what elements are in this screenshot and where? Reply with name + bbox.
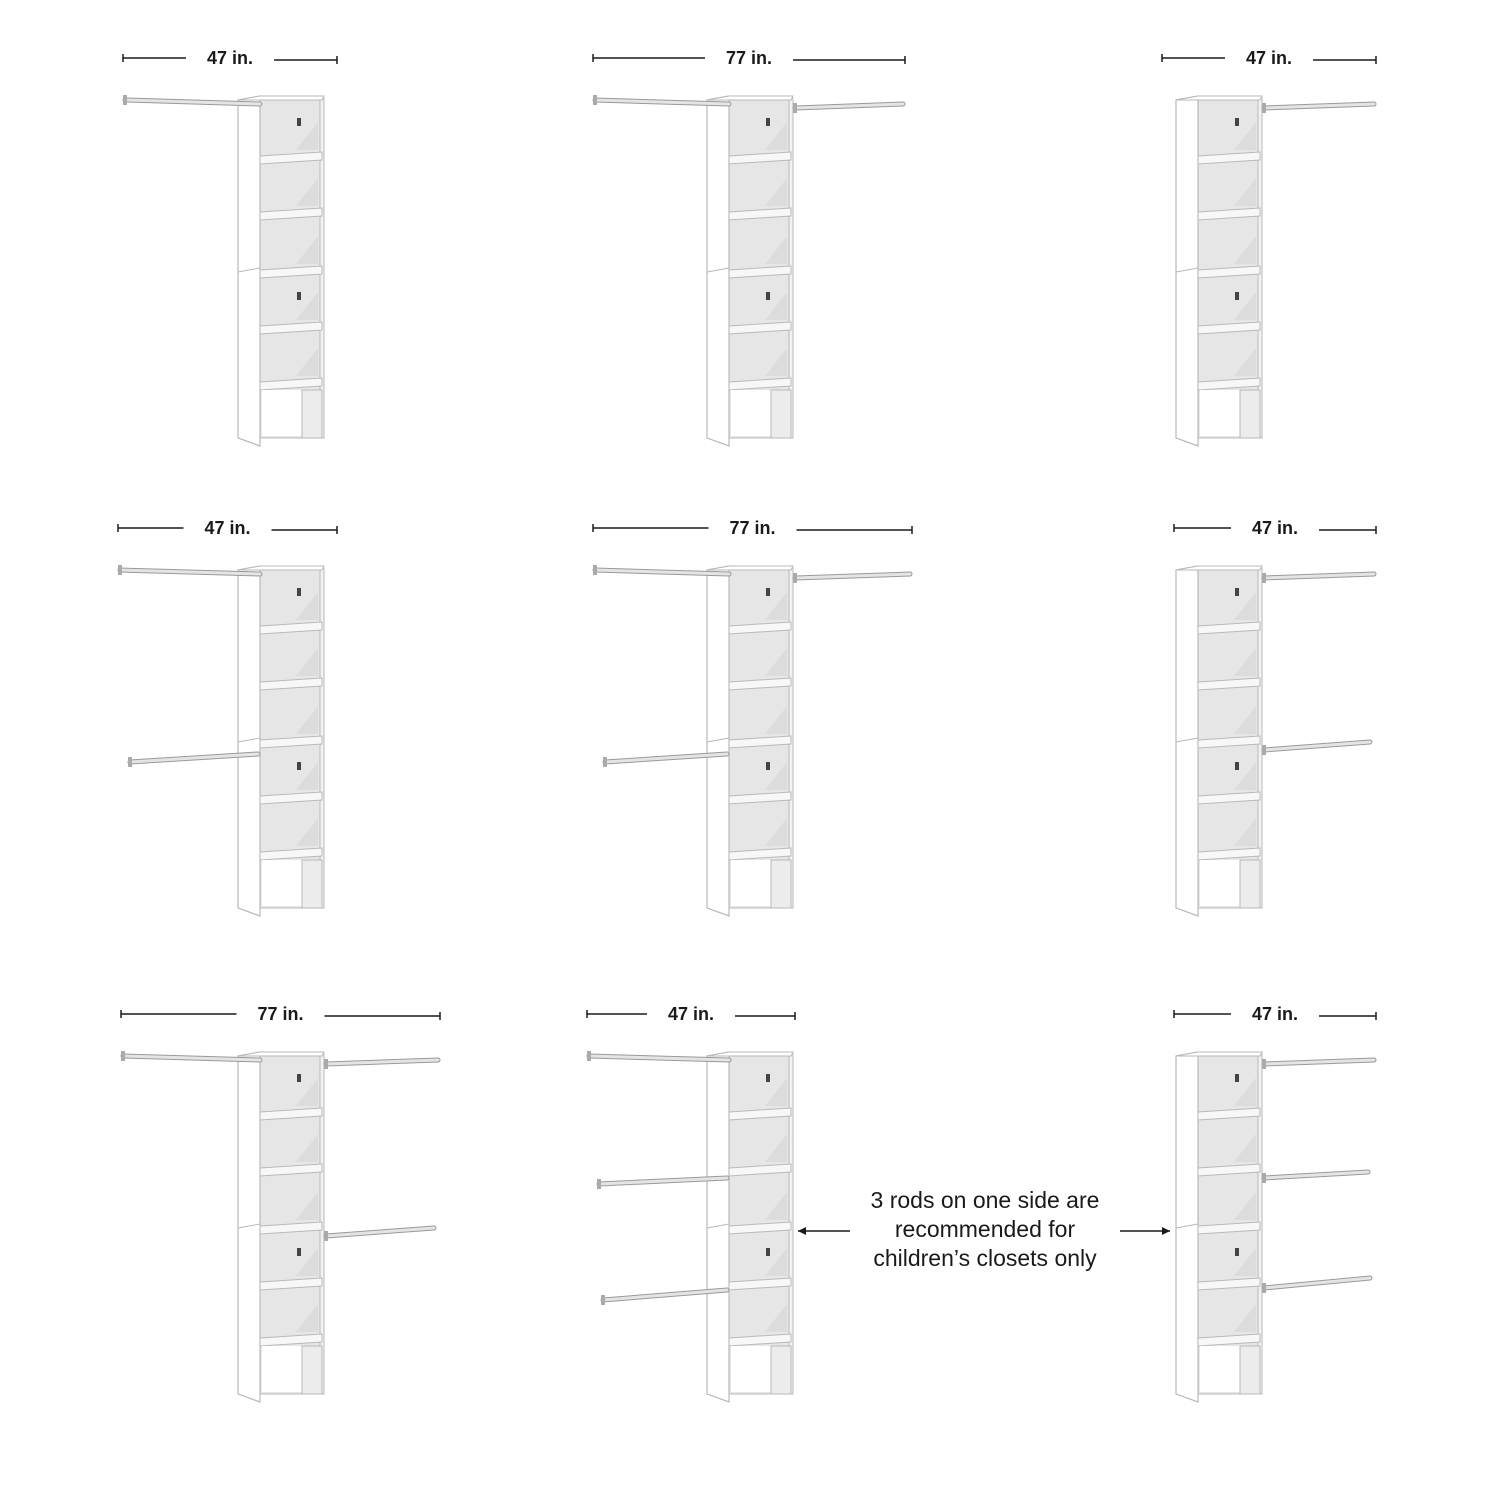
rod bbox=[326, 1228, 434, 1236]
tower-top bbox=[1176, 566, 1262, 570]
width-label: 47 in. bbox=[667, 1004, 715, 1024]
cam-lock bbox=[766, 762, 770, 770]
rod bbox=[795, 574, 910, 578]
rod-end-cap bbox=[128, 757, 132, 767]
rod-end-cap bbox=[593, 565, 597, 575]
width-label: 47 in. bbox=[204, 518, 251, 538]
tower-top bbox=[238, 1052, 324, 1056]
rod-end-cap bbox=[1262, 1283, 1266, 1293]
rod bbox=[795, 104, 903, 108]
width-label: 47 in. bbox=[1245, 48, 1293, 68]
closet-configuration bbox=[587, 1004, 795, 1402]
rod-end-cap bbox=[324, 1059, 328, 1069]
cam-lock bbox=[766, 292, 770, 300]
tower-right-leg bbox=[302, 860, 322, 908]
cam-lock bbox=[1235, 292, 1239, 300]
closet-configuration bbox=[1174, 518, 1376, 916]
tower-right-leg bbox=[1240, 1346, 1260, 1394]
tower-top bbox=[1176, 1052, 1262, 1056]
cam-lock bbox=[1235, 118, 1239, 126]
closet-configuration bbox=[121, 1004, 440, 1402]
closet-configuration bbox=[118, 518, 337, 916]
closet-configuration bbox=[1162, 48, 1376, 446]
note-line-3: children’s closets only bbox=[873, 1245, 1097, 1271]
tower-top bbox=[1176, 96, 1262, 100]
cam-lock bbox=[766, 1248, 770, 1256]
tower-right-leg bbox=[302, 390, 322, 438]
cam-lock bbox=[297, 1074, 301, 1082]
rod bbox=[1264, 1278, 1370, 1288]
rod-end-cap bbox=[597, 1179, 601, 1189]
closet-configuration bbox=[593, 48, 905, 446]
cam-lock bbox=[297, 762, 301, 770]
cam-lock bbox=[1235, 1248, 1239, 1256]
width-label: 47 in. bbox=[1251, 518, 1299, 538]
width-label: 47 in. bbox=[206, 48, 254, 68]
width-label: 47 in. bbox=[1251, 1004, 1299, 1024]
cam-lock bbox=[766, 1074, 770, 1082]
cam-lock bbox=[297, 292, 301, 300]
rod bbox=[1264, 742, 1370, 750]
width-label: 77 in. bbox=[257, 1004, 304, 1024]
rod-end-cap bbox=[121, 1051, 125, 1061]
rod-end-cap bbox=[601, 1295, 605, 1305]
tower-right-leg bbox=[1240, 860, 1260, 908]
tower-right-leg bbox=[302, 1346, 322, 1394]
rod-end-cap bbox=[793, 103, 797, 113]
closet-configuration bbox=[123, 48, 337, 446]
note-line-1: 3 rods on one side are bbox=[870, 1187, 1100, 1213]
rod-end-cap bbox=[118, 565, 122, 575]
rod bbox=[326, 1060, 438, 1064]
rod-end-cap bbox=[793, 573, 797, 583]
rod-end-cap bbox=[324, 1231, 328, 1241]
cam-lock bbox=[297, 118, 301, 126]
rod-end-cap bbox=[603, 757, 607, 767]
rod-end-cap bbox=[1262, 1059, 1266, 1069]
rod-end-cap bbox=[1262, 103, 1266, 113]
cam-lock bbox=[297, 588, 301, 596]
rod-end-cap bbox=[1262, 745, 1266, 755]
rod-end-cap bbox=[587, 1051, 591, 1061]
closet-configuration bbox=[1174, 1004, 1376, 1402]
closet-configuration bbox=[593, 518, 912, 916]
note-line-2: recommended for bbox=[894, 1216, 1076, 1242]
tower-top bbox=[238, 566, 324, 570]
rod bbox=[1264, 574, 1374, 578]
tower-top bbox=[707, 1052, 793, 1056]
tower-top bbox=[238, 96, 324, 100]
tower-top bbox=[707, 96, 793, 100]
tower-right-leg bbox=[771, 860, 791, 908]
cam-lock bbox=[1235, 588, 1239, 596]
rod-end-cap bbox=[1262, 573, 1266, 583]
rod bbox=[1264, 104, 1374, 108]
rod bbox=[1264, 1060, 1374, 1064]
tower-right-leg bbox=[771, 390, 791, 438]
width-label: 77 in. bbox=[729, 518, 776, 538]
width-label: 77 in. bbox=[725, 48, 773, 68]
tower-right-leg bbox=[1240, 390, 1260, 438]
tower-top bbox=[707, 566, 793, 570]
rod-end-cap bbox=[1262, 1173, 1266, 1183]
rod-end-cap bbox=[123, 95, 127, 105]
cam-lock bbox=[297, 1248, 301, 1256]
cam-lock bbox=[1235, 762, 1239, 770]
cam-lock bbox=[1235, 1074, 1239, 1082]
note-arrow-right-head bbox=[1162, 1227, 1170, 1235]
cam-lock bbox=[766, 588, 770, 596]
children-closet-note bbox=[840, 1186, 1130, 1273]
note-arrow-left-head bbox=[798, 1227, 806, 1235]
rod-end-cap bbox=[593, 95, 597, 105]
tower-right-leg bbox=[771, 1346, 791, 1394]
cam-lock bbox=[766, 118, 770, 126]
